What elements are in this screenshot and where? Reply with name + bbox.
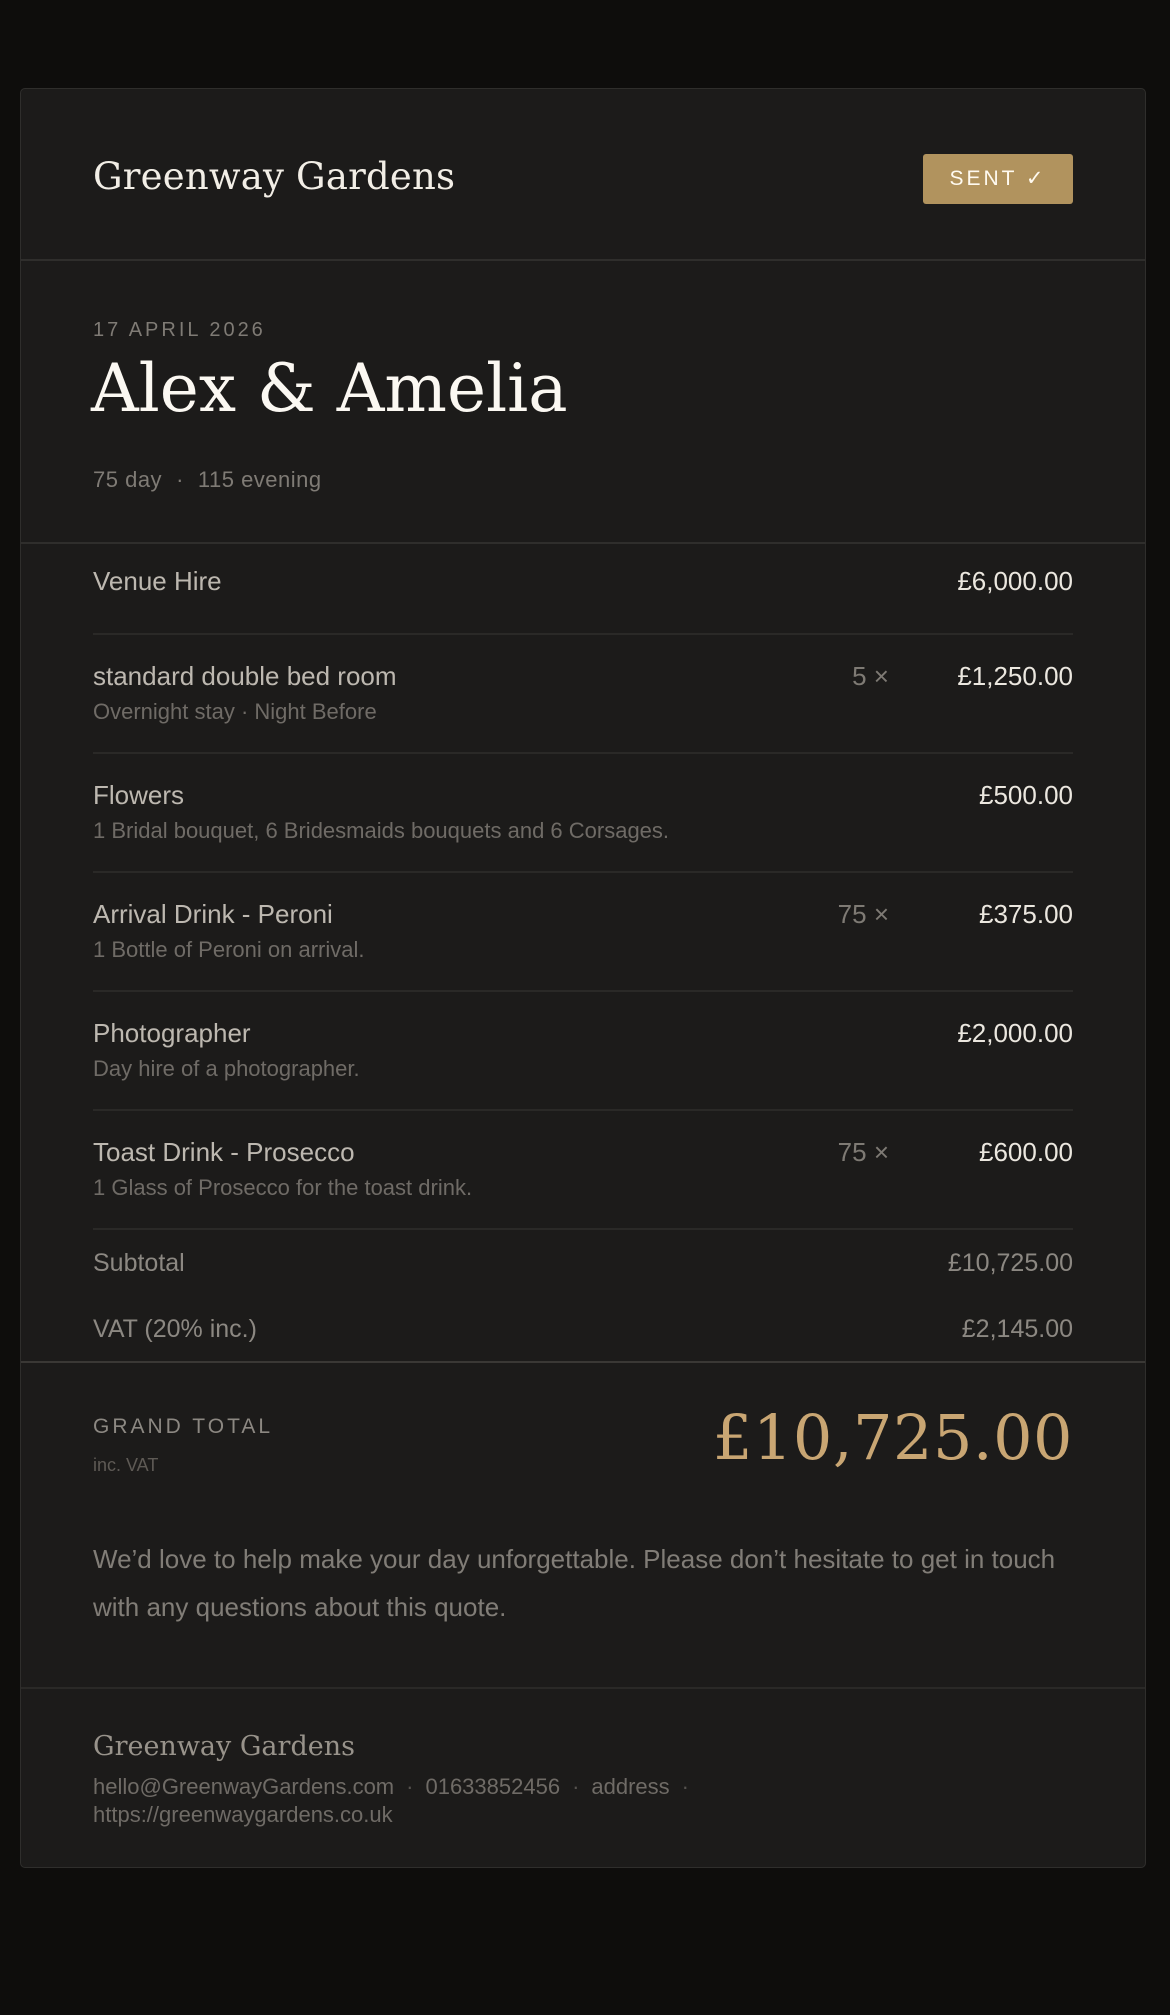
contact-email[interactable]: hello@GreenwayGardens.com [93, 1774, 395, 1799]
guest-separator: · [176, 467, 184, 492]
item-name: Venue Hire [93, 566, 222, 596]
item-price: £1,250.00 [957, 661, 1073, 691]
grand-total-label: GRAND TOTAL [93, 1415, 274, 1438]
item-price: £600.00 [979, 1137, 1073, 1167]
event-date: 17 APRIL 2026 [93, 319, 266, 341]
subtotal-label: Subtotal [93, 1249, 185, 1277]
item-name: Flowers [93, 780, 185, 810]
item-price: £500.00 [979, 780, 1073, 810]
status-badge: SENT ✓ [923, 154, 1073, 204]
line-item [93, 992, 1073, 1111]
contact-phone[interactable]: 01633852456 [425, 1774, 561, 1799]
item-price: £6,000.00 [957, 566, 1073, 596]
contact-separator: · [406, 1774, 414, 1799]
vat-row [93, 1315, 1073, 1344]
grand-total-vat-note: inc. VAT [93, 1455, 159, 1475]
item-description: 1 Glass of Prosecco for the toast drink. [93, 1175, 473, 1200]
closing-message: We’d love to help make your day unforgettable. Please don’t hesitate to get in touch with any questions about this quote. [93, 1544, 1056, 1622]
quote-card [20, 88, 1146, 1868]
contact-separator: · [572, 1774, 580, 1799]
line-item [93, 873, 1073, 992]
subtotal-value: £10,725.00 [947, 1249, 1073, 1277]
item-quantity: 5 × [852, 661, 889, 691]
footer-contact [93, 1773, 853, 1829]
item-price: £375.00 [979, 899, 1073, 929]
event-summary [21, 261, 1145, 544]
footer-brand: Greenway Gardens [93, 1731, 355, 1762]
item-quantity: 75 × [837, 899, 889, 929]
quote-footer [21, 1689, 1145, 1869]
item-description: Overnight stay · Night Before [93, 699, 377, 724]
brand-name: Greenway Gardens [93, 155, 456, 198]
item-name: Toast Drink - Prosecco [93, 1137, 355, 1167]
subtotal-row [93, 1249, 1073, 1278]
contact-separator: · [681, 1774, 689, 1799]
contact-address: address [591, 1774, 670, 1799]
item-description: Day hire of a photographer. [93, 1056, 360, 1081]
grand-total-value: £10,725.00 [713, 1401, 1073, 1474]
grand-total-section [21, 1361, 1145, 1689]
item-quantity: 75 × [837, 1137, 889, 1167]
line-item [93, 1111, 1073, 1230]
item-name: standard double bed room [93, 661, 397, 691]
line-item [93, 754, 1073, 873]
item-description: 1 Bridal bouquet, 6 Bridesmaids bouquets and 6 Corsages. [93, 818, 670, 843]
day-guest-count: 75 day [93, 467, 163, 492]
line-item [93, 635, 1073, 754]
item-name: Arrival Drink - Peroni [93, 899, 333, 929]
evening-guest-count: 115 evening [197, 467, 322, 492]
vat-label: VAT (20% inc.) [93, 1315, 257, 1343]
quote-header [21, 89, 1145, 261]
guest-counts [93, 467, 322, 493]
line-items [93, 544, 1073, 1230]
vat-value: £2,145.00 [961, 1315, 1073, 1343]
couple-names: Alex & Amelia [91, 350, 568, 427]
item-price: £2,000.00 [957, 1018, 1073, 1048]
line-item [93, 544, 1073, 635]
item-description: 1 Bottle of Peroni on arrival. [93, 937, 365, 962]
item-name: Photographer [93, 1018, 251, 1048]
contact-website[interactable]: https://greenwaygardens.co.uk [93, 1802, 393, 1827]
